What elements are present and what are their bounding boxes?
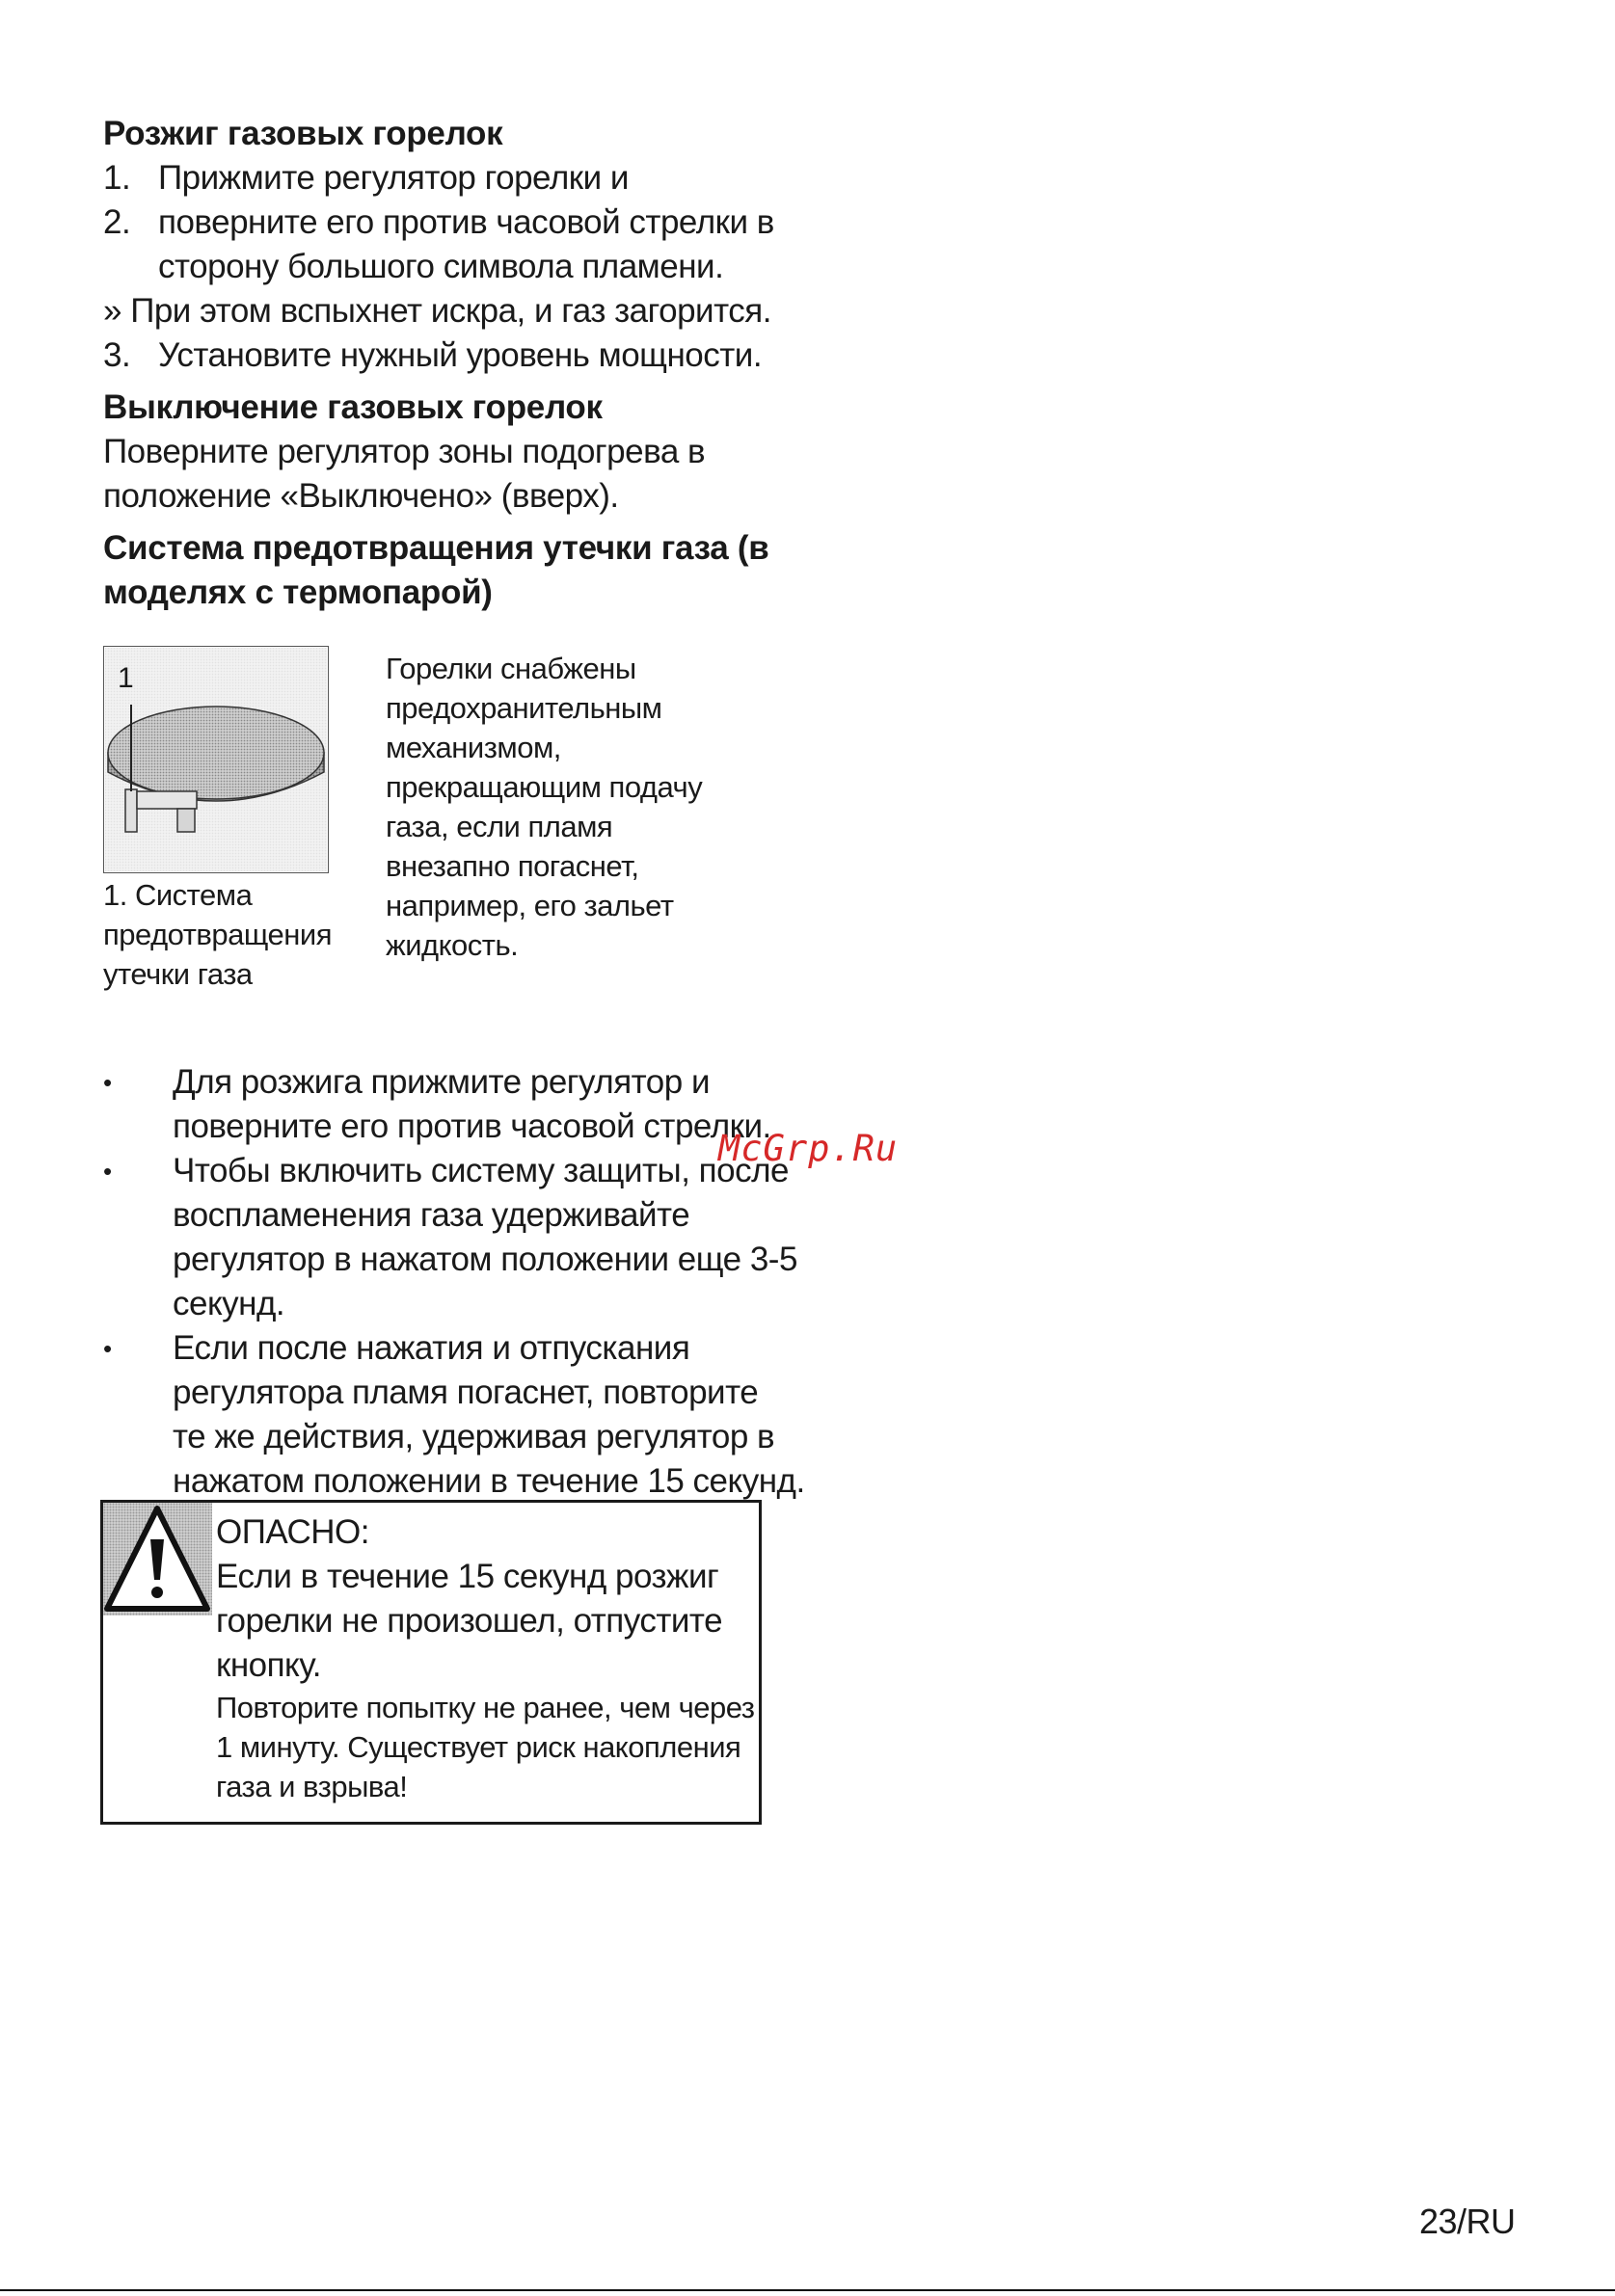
bullet-list — [103, 1060, 817, 1504]
step-text: Прижмите регулятор горелки и — [158, 159, 629, 197]
list-item-line: регулятор в нажатом положении еще 3-5 — [173, 1241, 797, 1278]
caption-line: предотвращения — [103, 918, 333, 951]
heading-off: Выключение газовых горелок — [103, 388, 603, 426]
step-1 — [103, 156, 836, 200]
warning-box — [100, 1500, 762, 1825]
burner-illustration — [104, 647, 328, 872]
off-line: положение «Выключено» (вверх). — [103, 477, 619, 515]
figure-callout: 1 — [118, 662, 134, 694]
warning-line: Если в течение 15 секунд розжиг — [216, 1558, 719, 1595]
description-line: механизмом, — [386, 731, 561, 764]
warning-title: ОПАСНО: — [216, 1513, 369, 1551]
page-number: 23/RU — [1419, 2202, 1516, 2241]
step-text: Установите нужный уровень мощности. — [158, 336, 763, 374]
warning-extra-line: 1 минуту. Существует риск накопления — [216, 1730, 741, 1764]
list-item-line: нажатом положении в течение 15 секунд. — [173, 1462, 805, 1500]
step-text: сторону большого символа пламени. — [158, 248, 724, 285]
description-line: внезапно погаснет, — [386, 849, 639, 883]
step-number: 2. — [103, 203, 131, 241]
step-2 — [103, 200, 836, 289]
description-line: газа, если пламя — [386, 810, 613, 843]
list-item — [103, 1060, 817, 1149]
list-item-line: поверните его против часовой стрелки. — [173, 1108, 771, 1145]
step-number: 3. — [103, 336, 131, 374]
warning-icon-panel — [103, 1503, 212, 1615]
figure-caption — [103, 875, 344, 994]
warning-line: кнопку. — [216, 1646, 321, 1684]
list-item-line: секунд. — [173, 1285, 285, 1322]
warning-triangle-icon — [103, 1503, 212, 1615]
warning-line: горелки не произошел, отпустите — [216, 1602, 723, 1640]
list-item-line: регулятора пламя погаснет, повторите — [173, 1374, 759, 1411]
description-line: Горелки снабжены — [386, 652, 636, 685]
list-item-line: Для розжига прижмите регулятор и — [173, 1063, 711, 1101]
heading-leak-line: моделях с термопарой) — [103, 574, 493, 611]
warning-extra-line: Повторите попытку не ранее, чем через — [216, 1691, 755, 1724]
description-line: например, его зальет — [386, 889, 674, 922]
warning-extra-line: газа и взрыва! — [216, 1770, 408, 1803]
section-leak-heading — [103, 526, 855, 615]
bullet-mark: • — [103, 1068, 112, 1097]
caption-line: утечки газа — [103, 957, 253, 991]
list-item-line: те же действия, удерживая регулятор в — [173, 1418, 775, 1455]
leak-description — [386, 649, 791, 965]
heading-leak-line: Система предотвращения утечки газа (в — [103, 529, 769, 567]
list-item-line: Чтобы включить систему защиты, после — [173, 1152, 789, 1189]
description-line: жидкость. — [386, 928, 519, 962]
bottom-rule — [0, 2289, 1615, 2291]
off-line: Поверните регулятор зоны подогрева в — [103, 433, 706, 470]
list-item-line: воспламенения газа удерживайте — [173, 1196, 690, 1234]
description-line: прекращающим подачу — [386, 770, 703, 804]
warning-content — [216, 1510, 756, 1806]
section-off — [103, 386, 836, 519]
step-text: поверните его против часовой стрелки в — [158, 203, 774, 241]
bullet-mark: • — [103, 1334, 112, 1363]
list-item — [103, 1326, 817, 1504]
watermark: McGrp.Ru — [718, 1128, 899, 1169]
list-item-line: Если после нажатия и отпускания — [173, 1329, 690, 1367]
step-number: 1. — [103, 159, 131, 197]
list-item — [103, 1149, 817, 1326]
section-ignition — [103, 112, 836, 378]
step-result: » При этом вспыхнет искра, и газ загорится. — [103, 292, 771, 330]
step-3 — [103, 334, 836, 378]
burner-figure — [103, 646, 329, 873]
heading-ignition: Розжиг газовых горелок — [103, 115, 503, 152]
caption-line: 1. Система — [103, 878, 253, 912]
bullet-mark: • — [103, 1157, 112, 1186]
description-line: предохранительным — [386, 691, 662, 725]
